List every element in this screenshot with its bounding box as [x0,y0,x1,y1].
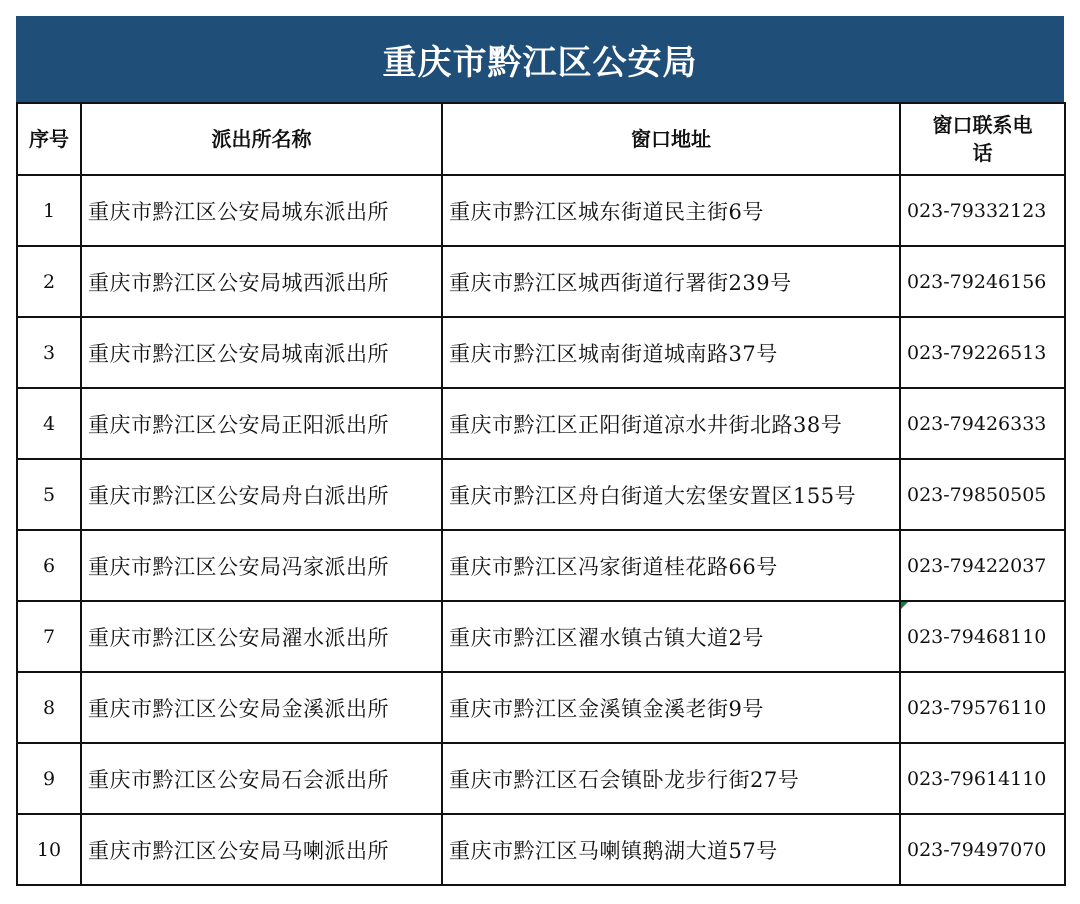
cell-no: 4 [17,388,81,459]
cell-address: 重庆市黔江区城西街道行署街239号 [442,246,900,317]
cell-station-name: 重庆市黔江区公安局马喇派出所 [81,814,442,885]
cell-address: 重庆市黔江区濯水镇古镇大道2号 [442,601,900,672]
document-sheet [16,16,1064,886]
table-title [16,16,1064,102]
cell-phone: 023-79850505 [900,459,1065,530]
police-station-table [16,102,1066,886]
table-title-text: 重庆市黔江区公安局 [382,42,698,83]
cell-station-name: 重庆市黔江区公安局石会派出所 [81,743,442,814]
table-row [17,388,1065,459]
cell-phone: 023-79246156 [900,246,1065,317]
cell-no: 9 [17,743,81,814]
cell-phone-text: 023-79468110 [907,625,1047,648]
cell-phone: 023-79332123 [900,175,1065,246]
cell-phone: 023-79422037 [900,530,1065,601]
cell-address: 重庆市黔江区马喇镇鹅湖大道57号 [442,814,900,885]
cell-address: 重庆市黔江区正阳街道凉水井街北路38号 [442,388,900,459]
header-phone [900,103,1065,175]
cell-phone: 023-79576110 [900,672,1065,743]
cell-address: 重庆市黔江区城南街道城南路37号 [442,317,900,388]
cell-address: 重庆市黔江区舟白街道大宏堡安置区155号 [442,459,900,530]
table-row [17,672,1065,743]
table-row [17,814,1065,885]
cell-no: 5 [17,459,81,530]
table-row [17,175,1065,246]
cell-no: 7 [17,601,81,672]
header-no: 序号 [17,103,81,175]
cell-station-name: 重庆市黔江区公安局城西派出所 [81,246,442,317]
cell-no: 8 [17,672,81,743]
cell-station-name: 重庆市黔江区公安局金溪派出所 [81,672,442,743]
cell-phone: 023-79426333 [900,388,1065,459]
table-row [17,246,1065,317]
header-phone-text: 窗口联系电话 [932,113,1033,165]
header-name: 派出所名称 [81,103,442,175]
table-row [17,601,1065,672]
table-row [17,743,1065,814]
cell-address: 重庆市黔江区城东街道民主街6号 [442,175,900,246]
table-row [17,530,1065,601]
cell-station-name: 重庆市黔江区公安局舟白派出所 [81,459,442,530]
cell-no: 1 [17,175,81,246]
cell-comment-marker [901,602,908,609]
cell-station-name: 重庆市黔江区公安局城南派出所 [81,317,442,388]
cell-address: 重庆市黔江区冯家街道桂花路66号 [442,530,900,601]
header-address: 窗口地址 [442,103,900,175]
cell-phone: 023-79497070 [900,814,1065,885]
table-header-row [17,103,1065,175]
cell-phone [900,601,1065,672]
cell-station-name: 重庆市黔江区公安局冯家派出所 [81,530,442,601]
cell-address: 重庆市黔江区石会镇卧龙步行街27号 [442,743,900,814]
cell-station-name: 重庆市黔江区公安局正阳派出所 [81,388,442,459]
cell-no: 6 [17,530,81,601]
cell-station-name: 重庆市黔江区公安局濯水派出所 [81,601,442,672]
cell-phone: 023-79614110 [900,743,1065,814]
cell-station-name: 重庆市黔江区公安局城东派出所 [81,175,442,246]
cell-no: 2 [17,246,81,317]
table-row [17,317,1065,388]
cell-phone: 023-79226513 [900,317,1065,388]
table-row [17,459,1065,530]
cell-no: 10 [17,814,81,885]
cell-address: 重庆市黔江区金溪镇金溪老街9号 [442,672,900,743]
cell-no: 3 [17,317,81,388]
